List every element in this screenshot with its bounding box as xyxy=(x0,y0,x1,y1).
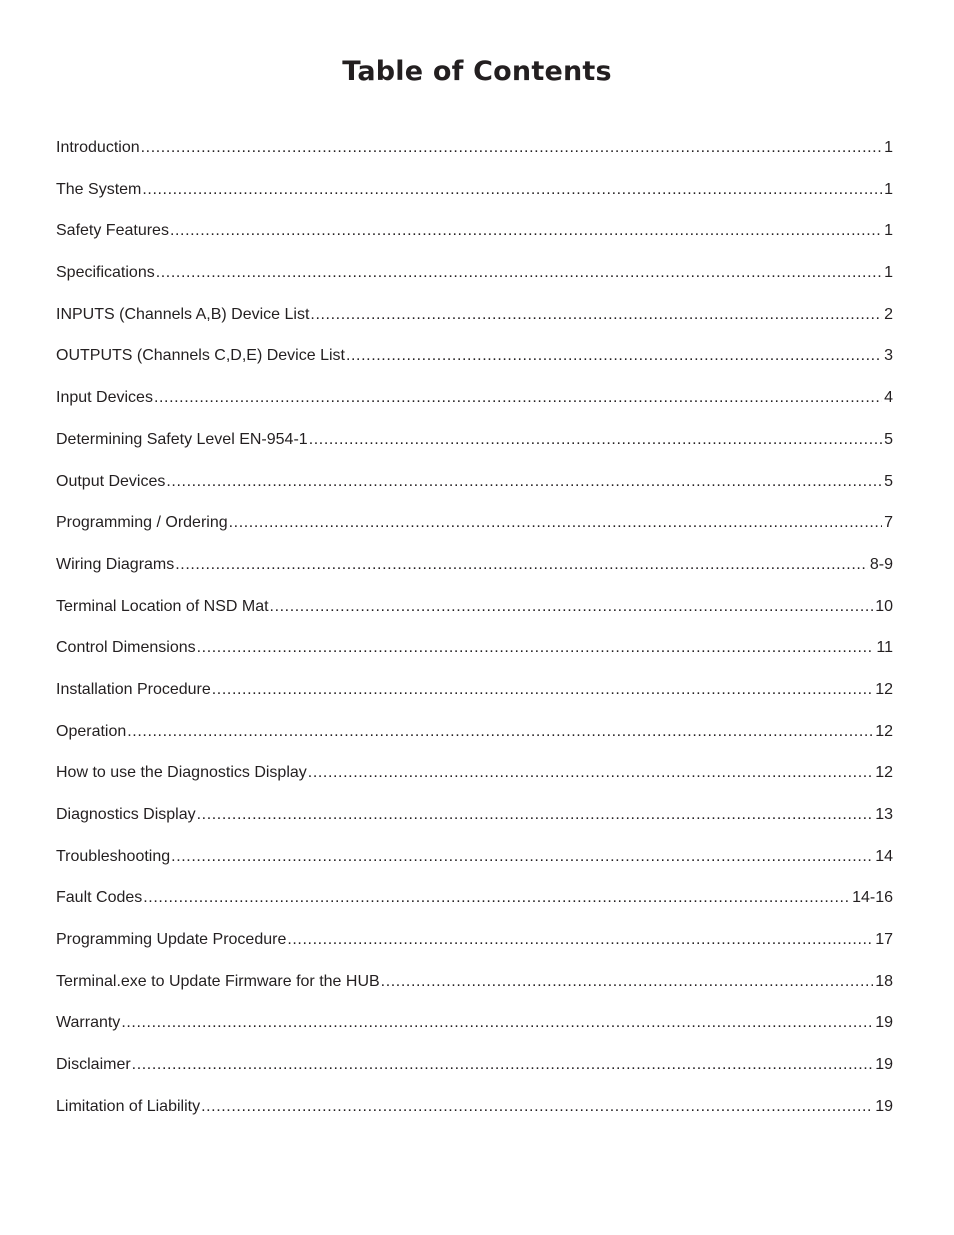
toc-entry-page-number: 3 xyxy=(884,347,893,365)
toc-entry-label: Terminal Location of NSD Mat xyxy=(56,597,269,615)
toc-entry-label: Diagnostics Display xyxy=(56,806,196,823)
dot-leader xyxy=(156,261,882,285)
dot-leader xyxy=(381,970,874,994)
toc-entry[interactable] xyxy=(56,470,893,512)
toc-entry-page-number: 2 xyxy=(884,305,893,323)
dot-leader xyxy=(154,386,882,410)
dot-leader xyxy=(132,1053,874,1077)
dot-leader xyxy=(197,803,874,827)
page-title: Table of Contents xyxy=(342,56,612,87)
dot-leader xyxy=(346,344,882,368)
dot-leader xyxy=(171,845,873,869)
toc-entry-label: Fault Codes xyxy=(56,889,143,907)
toc-entry[interactable] xyxy=(56,636,893,678)
dot-leader xyxy=(308,761,873,785)
toc-entry[interactable] xyxy=(56,678,893,720)
table-of-contents xyxy=(56,136,893,1137)
toc-entry[interactable] xyxy=(56,761,893,803)
toc-entry-label: Programming Update Procedure xyxy=(56,931,287,949)
toc-entry-page-number: 1 xyxy=(884,139,893,156)
dot-leader xyxy=(141,136,882,160)
toc-entry-label: Introduction xyxy=(56,139,140,156)
toc-entry[interactable] xyxy=(56,178,893,220)
toc-entry[interactable] xyxy=(56,1095,893,1137)
toc-entry[interactable] xyxy=(56,136,893,178)
toc-entry-page-number: 7 xyxy=(884,514,893,532)
dot-leader xyxy=(310,303,882,327)
dot-leader xyxy=(229,511,882,535)
dot-leader xyxy=(121,1011,873,1035)
toc-entry-page-number: 19 xyxy=(875,1014,893,1032)
dot-leader xyxy=(166,470,882,494)
toc-entry[interactable] xyxy=(56,886,893,928)
toc-entry-page-number: 14 xyxy=(875,847,893,865)
toc-entry-label: Disclaimer xyxy=(56,1056,131,1074)
toc-entry-page-number: 19 xyxy=(875,1097,893,1115)
toc-entry-page-number: 17 xyxy=(875,931,893,949)
toc-entry-page-number: 11 xyxy=(876,639,893,657)
toc-entry-label: Warranty xyxy=(56,1014,121,1032)
toc-entry-label: Specifications xyxy=(56,264,155,282)
toc-entry-page-number: 13 xyxy=(875,806,893,823)
toc-entry-page-number: 19 xyxy=(875,1056,893,1074)
toc-entry-label: Control Dimensions xyxy=(56,639,196,657)
toc-entry-page-number: 1 xyxy=(884,222,893,240)
toc-entry-label: Troubleshooting xyxy=(56,847,171,865)
toc-entry-label: Input Devices xyxy=(56,389,153,407)
toc-entry-page-number: 18 xyxy=(875,972,893,990)
dot-leader xyxy=(197,636,875,660)
toc-entry[interactable] xyxy=(56,428,893,470)
toc-entry[interactable] xyxy=(56,1053,893,1095)
toc-entry-label: Installation Procedure xyxy=(56,680,211,698)
toc-entry[interactable] xyxy=(56,344,893,386)
toc-entry[interactable] xyxy=(56,303,893,345)
toc-entry[interactable] xyxy=(56,553,893,595)
dot-leader xyxy=(287,928,873,952)
toc-entry-page-number: 1 xyxy=(884,264,893,282)
dot-leader xyxy=(309,428,882,452)
toc-entry[interactable] xyxy=(56,928,893,970)
toc-entry-label: Safety Features xyxy=(56,222,169,240)
toc-entry-page-number: 5 xyxy=(884,472,893,490)
toc-entry-label: Programming / Ordering xyxy=(56,514,228,532)
toc-entry[interactable] xyxy=(56,386,893,428)
toc-entry-page-number: 12 xyxy=(875,722,893,740)
toc-entry-page-number: 12 xyxy=(875,764,893,782)
toc-entry[interactable] xyxy=(56,511,893,553)
dot-leader xyxy=(170,219,882,243)
dot-leader xyxy=(175,553,868,577)
toc-entry-label: Operation xyxy=(56,722,127,740)
toc-entry-label: Limitation of Liability xyxy=(56,1097,201,1115)
dot-leader xyxy=(143,886,850,910)
toc-entry-label: OUTPUTS (Channels C,D,E) Device List xyxy=(56,347,345,365)
toc-entry[interactable] xyxy=(56,720,893,762)
toc-entry-page-number: 14-16 xyxy=(852,889,893,907)
toc-entry[interactable] xyxy=(56,970,893,1012)
toc-entry[interactable] xyxy=(56,219,893,261)
toc-entry-label: Terminal.exe to Update Firmware for the HUB xyxy=(56,972,380,990)
dot-leader xyxy=(142,178,882,202)
toc-entry[interactable] xyxy=(56,1011,893,1053)
toc-entry-label: INPUTS (Channels A,B) Device List xyxy=(56,305,310,323)
toc-entry-page-number: 8-9 xyxy=(869,555,893,573)
toc-entry[interactable] xyxy=(56,595,893,637)
toc-entry-page-number: 5 xyxy=(884,430,893,448)
toc-entry-label: Output Devices xyxy=(56,472,166,490)
dot-leader xyxy=(212,678,873,702)
dot-leader xyxy=(201,1095,873,1119)
toc-entry-label: Wiring Diagrams xyxy=(56,555,175,573)
toc-entry[interactable] xyxy=(56,261,893,303)
dot-leader xyxy=(127,720,873,744)
toc-entry-label: The System xyxy=(56,180,142,198)
toc-entry-page-number: 4 xyxy=(884,389,893,407)
toc-entry-label: Determining Safety Level EN-954-1 xyxy=(56,430,308,448)
toc-entry[interactable] xyxy=(56,803,893,845)
dot-leader xyxy=(270,595,874,619)
toc-entry[interactable] xyxy=(56,845,893,887)
toc-entry-label: How to use the Diagnostics Display xyxy=(56,764,307,782)
toc-entry-page-number: 1 xyxy=(884,180,893,198)
toc-entry-page-number: 10 xyxy=(875,597,893,615)
toc-entry-page-number: 12 xyxy=(875,680,893,698)
